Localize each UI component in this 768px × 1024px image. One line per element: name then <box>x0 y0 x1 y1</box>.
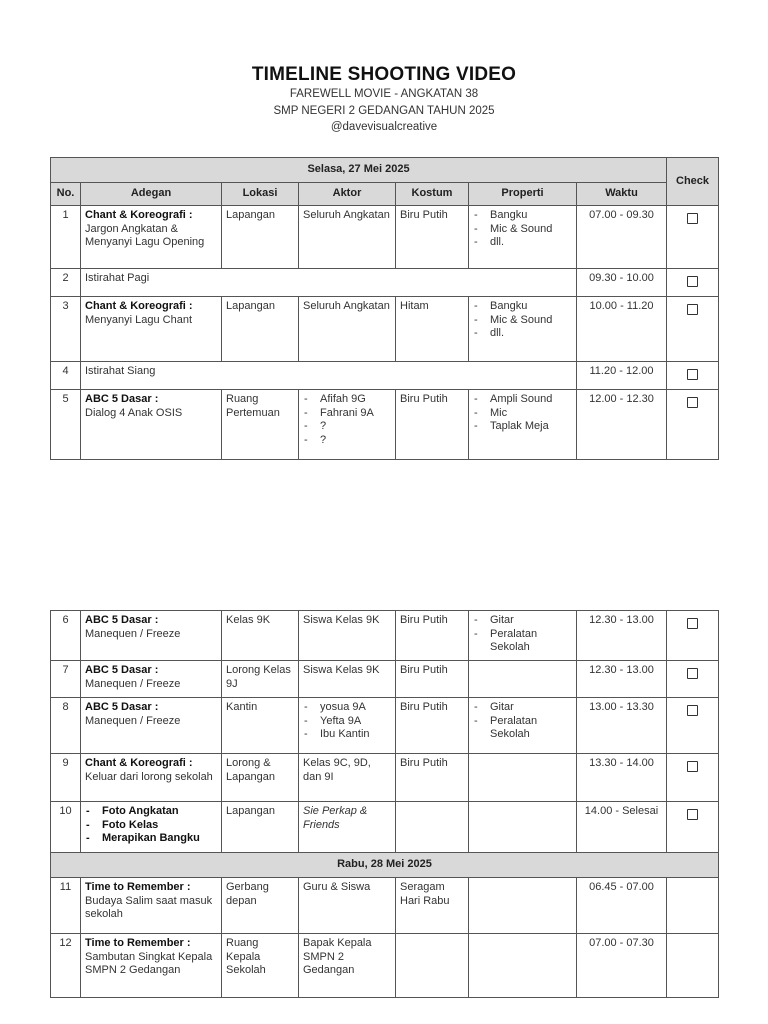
scene-description: Manequen / Freeze <box>85 677 181 690</box>
actor-cell: Guru & Siswa <box>299 878 396 934</box>
checkbox[interactable] <box>687 369 698 380</box>
prop-item: - Ampli Sound <box>473 393 572 407</box>
scene-title: ABC 5 Dasar : <box>85 664 159 676</box>
actor-cell: Kelas 9C, 9D, dan 9I <box>299 754 396 802</box>
scene-cell <box>81 698 222 754</box>
scene-cell <box>81 754 222 802</box>
props-cell <box>469 802 577 853</box>
scene-cell <box>81 878 222 934</box>
scene-title: Time to Remember : <box>85 937 191 949</box>
location-cell: Kantin <box>222 698 299 754</box>
props-cell <box>469 698 577 754</box>
column-header-aktor: Aktor <box>299 183 396 206</box>
check-cell <box>667 206 719 269</box>
day-header-rabu: Rabu, 28 Mei 2025 <box>51 853 719 878</box>
table-row <box>51 611 719 661</box>
time-cell: 10.00 - 11.20 <box>577 297 667 362</box>
prop-item: - dll. <box>473 327 572 341</box>
check-cell <box>667 661 719 698</box>
document-subtitle-event: FAREWELL MOVIE - ANGKATAN 38 <box>289 88 479 100</box>
scene-title: Time to Remember : <box>85 881 191 893</box>
scene-description: Dialog 4 Anak OSIS <box>85 406 183 419</box>
scene-title: ABC 5 Dasar : <box>85 393 159 405</box>
prop-item: - Bangku <box>473 300 572 314</box>
check-cell <box>667 754 719 802</box>
check-cell <box>667 362 719 390</box>
time-cell: 09.30 - 10.00 <box>577 269 667 297</box>
table-row <box>51 390 719 460</box>
prop-item: - Mic & Sound <box>473 314 572 328</box>
props-cell <box>469 934 577 998</box>
checkbox[interactable] <box>687 304 698 315</box>
prop-item: - Peralatan Sekolah <box>473 628 572 655</box>
check-cell <box>667 390 719 460</box>
table-row <box>51 754 719 802</box>
prop-item: - Gitar <box>473 701 572 715</box>
table-row <box>51 661 719 698</box>
costume-cell: Seragam Hari Rabu <box>396 878 469 934</box>
actor-cell: Siswa Kelas 9K <box>299 611 396 661</box>
actor-cell <box>299 390 396 460</box>
check-cell <box>667 802 719 853</box>
scene-cell <box>81 611 222 661</box>
day-header-selasa: Selasa, 27 Mei 2025 <box>51 158 667 183</box>
costume-cell: Biru Putih <box>396 661 469 698</box>
table-row <box>51 362 719 390</box>
time-cell: 12.30 - 13.00 <box>577 611 667 661</box>
time-cell: 12.30 - 13.00 <box>577 661 667 698</box>
document-title: TIMELINE SHOOTING VIDEO <box>251 64 517 85</box>
location-cell: Ruang Pertemuan <box>222 390 299 460</box>
break-activity-cell: Istirahat Siang <box>81 362 577 390</box>
row-number: 6 <box>51 611 81 661</box>
scene-item: - Foto Kelas <box>85 819 217 833</box>
row-number: 12 <box>51 934 81 998</box>
check-column-header: Check <box>667 158 719 206</box>
table-row <box>51 297 719 362</box>
costume-cell: Hitam <box>396 297 469 362</box>
check-cell <box>667 611 719 661</box>
scene-description: Sambutan Singkat Kepala SMPN 2 Gedangan <box>85 950 213 976</box>
props-cell <box>469 661 577 698</box>
location-cell: Lorong & Lapangan <box>222 754 299 802</box>
column-header-properti: Properti <box>469 183 577 206</box>
props-cell <box>469 611 577 661</box>
row-number: 5 <box>51 390 81 460</box>
scene-item: - Merapikan Bangku <box>85 832 217 846</box>
scene-cell <box>81 390 222 460</box>
prop-item: - Mic & Sound <box>473 223 572 237</box>
checkbox[interactable] <box>687 761 698 772</box>
props-cell <box>469 878 577 934</box>
props-cell <box>469 297 577 362</box>
time-cell: 12.00 - 12.30 <box>577 390 667 460</box>
prop-item: - Bangku <box>473 209 572 223</box>
time-cell: 14.00 - Selesai <box>577 802 667 853</box>
location-cell: Lapangan <box>222 802 299 853</box>
scene-title: ABC 5 Dasar : <box>85 614 159 626</box>
check-cell <box>667 878 719 934</box>
actor-cell <box>299 698 396 754</box>
location-cell: Gerbang depan <box>222 878 299 934</box>
row-number: 9 <box>51 754 81 802</box>
check-cell <box>667 269 719 297</box>
scene-description: Budaya Salim saat masuk sekolah <box>85 894 213 920</box>
check-cell <box>667 698 719 754</box>
location-cell: Kelas 9K <box>222 611 299 661</box>
table-row <box>51 206 719 269</box>
actor-item: - Ibu Kantin <box>303 728 391 742</box>
checkbox[interactable] <box>687 276 698 287</box>
checkbox[interactable] <box>687 809 698 820</box>
checkbox[interactable] <box>687 397 698 408</box>
costume-cell <box>396 934 469 998</box>
prop-item: - Gitar <box>473 614 572 628</box>
column-header-kostum: Kostum <box>396 183 469 206</box>
row-number: 2 <box>51 269 81 297</box>
row-number: 1 <box>51 206 81 269</box>
scene-title: Chant & Koreografi : <box>85 209 193 221</box>
props-cell <box>469 206 577 269</box>
scene-cell <box>81 206 222 269</box>
costume-cell: Biru Putih <box>396 206 469 269</box>
scene-item: - Foto Angkatan <box>85 805 217 819</box>
time-cell: 13.00 - 13.30 <box>577 698 667 754</box>
scene-title: ABC 5 Dasar : <box>85 701 159 713</box>
costume-cell <box>396 802 469 853</box>
row-number: 7 <box>51 661 81 698</box>
checkbox[interactable] <box>687 668 698 679</box>
costume-cell: Biru Putih <box>396 754 469 802</box>
actor-item: - Fahrani 9A <box>303 407 391 421</box>
actor-cell: Siswa Kelas 9K <box>299 661 396 698</box>
scene-cell <box>81 661 222 698</box>
scene-description: Menyanyi Lagu Chant <box>85 313 193 326</box>
table-row <box>51 802 719 853</box>
scene-cell <box>81 297 222 362</box>
props-cell <box>469 390 577 460</box>
document-subtitle-handle: @davevisualcreative <box>330 121 438 133</box>
time-cell: 07.00 - 09.30 <box>577 206 667 269</box>
row-number: 3 <box>51 297 81 362</box>
location-cell: Lorong Kelas 9J <box>222 661 299 698</box>
costume-cell: Biru Putih <box>396 611 469 661</box>
actor-cell: Seluruh Angkatan <box>299 297 396 362</box>
prop-item: - dll. <box>473 236 572 250</box>
row-number: 4 <box>51 362 81 390</box>
time-cell: 07.00 - 07.30 <box>577 934 667 998</box>
time-cell: 11.20 - 12.00 <box>577 362 667 390</box>
table-row <box>51 698 719 754</box>
prop-item: - Peralatan Sekolah <box>473 715 572 742</box>
prop-item: - Mic <box>473 407 572 421</box>
actor-item: - ? <box>303 420 391 434</box>
scene-title: Chant & Koreografi : <box>85 300 193 312</box>
location-cell: Lapangan <box>222 297 299 362</box>
column-header-no: No. <box>51 183 81 206</box>
actor-item: - yosua 9A <box>303 701 391 715</box>
checkbox[interactable] <box>687 705 698 716</box>
costume-cell: Biru Putih <box>396 390 469 460</box>
actor-item: - Yefta 9A <box>303 715 391 729</box>
actor-cell: Seluruh Angkatan <box>299 206 396 269</box>
actor-item: - Afifah 9G <box>303 393 391 407</box>
column-header-adegan: Adegan <box>81 183 222 206</box>
checkbox[interactable] <box>687 213 698 224</box>
document-header <box>0 64 768 136</box>
scene-cell <box>81 934 222 998</box>
scene-description: Keluar dari lorong sekolah <box>85 770 213 783</box>
row-number: 8 <box>51 698 81 754</box>
column-header-waktu: Waktu <box>577 183 667 206</box>
check-cell <box>667 297 719 362</box>
schedule-table-part2 <box>50 610 719 998</box>
check-cell <box>667 934 719 998</box>
actor-item: - ? <box>303 434 391 448</box>
table-row <box>51 878 719 934</box>
document-subtitle-school: SMP NEGERI 2 GEDANGAN TAHUN 2025 <box>273 104 495 117</box>
scene-description: Manequen / Freeze <box>85 714 181 727</box>
prop-item: - Taplak Meja <box>473 420 572 434</box>
row-number: 11 <box>51 878 81 934</box>
time-cell: 13.30 - 14.00 <box>577 754 667 802</box>
actor-cell: Bapak Kepala SMPN 2 Gedangan <box>299 934 396 998</box>
schedule-table-part1 <box>50 157 719 460</box>
location-cell: Lapangan <box>222 206 299 269</box>
location-cell: Ruang Kepala Sekolah <box>222 934 299 998</box>
scene-description: Manequen / Freeze <box>85 627 181 640</box>
costume-cell: Biru Putih <box>396 698 469 754</box>
table-row <box>51 934 719 998</box>
props-cell <box>469 754 577 802</box>
column-header-lokasi: Lokasi <box>222 183 299 206</box>
time-cell: 06.45 - 07.00 <box>577 878 667 934</box>
checkbox[interactable] <box>687 618 698 629</box>
scene-cell <box>81 802 222 853</box>
scene-title: Chant & Koreografi : <box>85 757 193 769</box>
scene-description: Jargon Angkatan & Menyanyi Lagu Opening <box>85 222 205 248</box>
break-activity-cell: Istirahat Pagi <box>81 269 577 297</box>
row-number: 10 <box>51 802 81 853</box>
actor-cell: Sie Perkap & Friends <box>299 802 396 853</box>
table-row <box>51 269 719 297</box>
